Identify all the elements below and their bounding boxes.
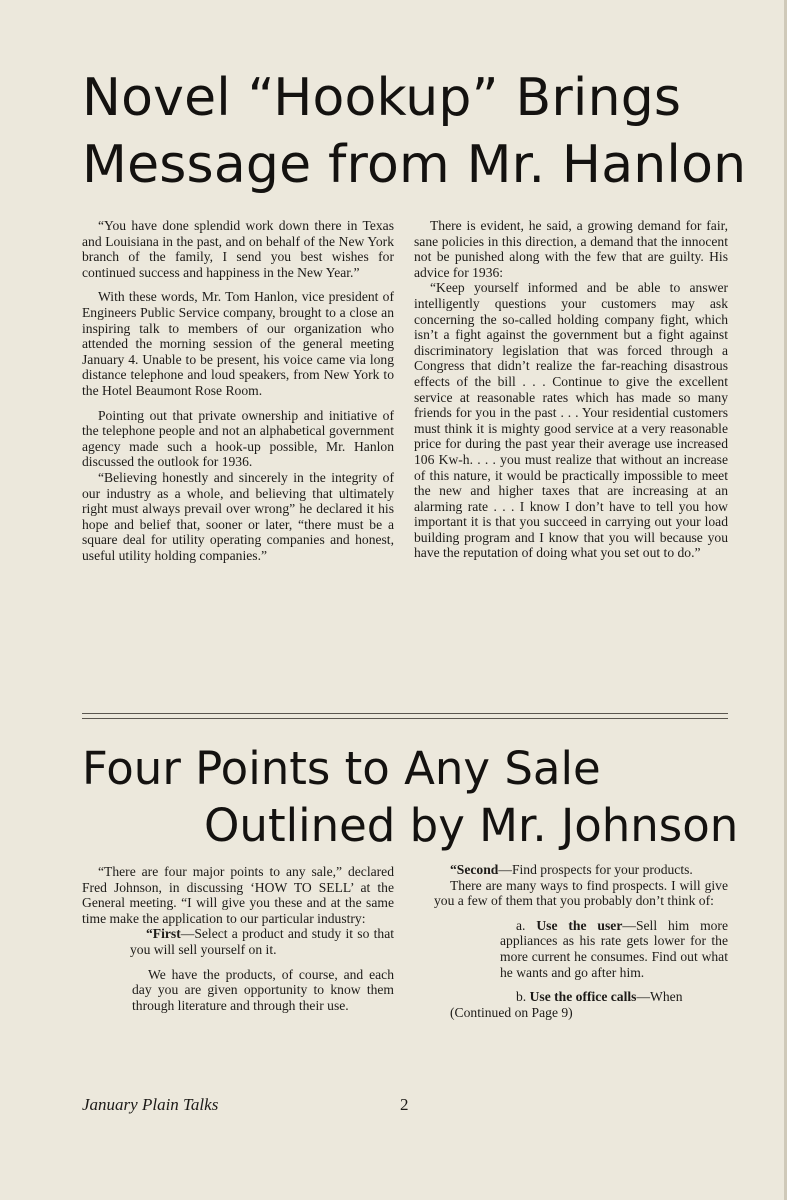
continued-note: (Continued on Page 9) [450, 1004, 573, 1020]
section-divider [82, 713, 728, 719]
point-second [434, 862, 728, 878]
article2-title-line2: Outlined by Mr. Johnson [204, 799, 739, 852]
subpoint-b [434, 989, 728, 1005]
subpoint-label: Use the office calls [529, 989, 637, 1005]
paragraph: “There are four major points to any sale,” declared Fred Johnson, in discussing ‘HOW TO SELL’ at the General meeting. “I will give you these and at the same time make the application to our particular industry: [82, 864, 394, 926]
paragraph: There are many ways to find prospects. I will give you a few of them that you probably don’t think of: [434, 877, 728, 909]
subpoint-text: —When [636, 989, 683, 1005]
subpoint-prefix: a. [516, 917, 526, 933]
point-text: —Find prospects for your products. [498, 862, 693, 877]
paragraph: Pointing out that private ownership and initiative of the telephone people and not an alphabetical government agency made such a hook-up possible, Mr. Hanlon discussed the outlook for 1936. [82, 407, 394, 470]
subpoint-prefix: b. [516, 989, 527, 1005]
article1-column-left [82, 218, 394, 563]
article2-column-right [434, 862, 728, 1020]
paragraph: With these words, Mr. Tom Hanlon, vice president of Engineers Public Service company, brought to a close an inspiring talk to members of our organization who attended the morning session of the general meeting January 4. Unable to be present, his voice came via long distance telephone and loud speakers, from New York to the Hotel Beaumont Rose Room. [82, 289, 394, 398]
point-first [82, 926, 394, 957]
article1-column-right [414, 218, 728, 561]
paragraph: “Believing honestly and sincerely in the integrity of our industry as a whole, and believing that ultimately right must always prevail over wrong” he declared it his hope and belief that, sooner or later, “there must be a square deal for utility operating companies and honest, useful utility holding companies.” [82, 469, 394, 563]
article1-title-line1: Novel “Hookup” Brings [82, 68, 682, 128]
subpoint-text: —Sell him more appliances as his rate gets lower for the more current he consumes. Find out what he wants and go after him. [500, 917, 728, 980]
paragraph: We have the products, of course, and each day you are given opportunity to know them through literature and through their use. [132, 966, 394, 1013]
page-number: 2 [400, 1095, 409, 1114]
paragraph: “You have done splendid work down there in Texas and Louisiana in the past, and on behalf of the New York branch of the family, I send you best wishes for continued success and happiness in the New Year.” [82, 218, 394, 280]
point-text: —Select a product and study it so that you will sell yourself on it. [130, 926, 394, 957]
article2-column-left [82, 864, 394, 1013]
article2-title-line1: Four Points to Any Sale [82, 742, 601, 795]
magazine-name: January Plain Talks [82, 1095, 219, 1114]
point-label: “First [146, 926, 181, 942]
point-label: “Second [450, 862, 499, 877]
paragraph: There is evident, he said, a growing demand for fair, sane policies in this direction, a demand that the innocent not be punished along with the few that are guilty. His advice for 1936: [414, 218, 728, 280]
subpoint-a [434, 918, 728, 980]
article1-title-line2: Message from Mr. Hanlon [82, 135, 747, 195]
subpoint-label: Use the user [536, 917, 623, 933]
paragraph: “Keep yourself informed and be able to answer intelligently questions your customers may ask concerning the so-called holding company fight, which isn’t a fight against the government but a fight against discriminatory legislation that was forced through a Congress that didn’t realize the far-reaching disastrous effects of the bill . . . Continue to give the excellent service at reasonable rates which has made so many friends for you in the past . . . Your residential customers must think it is mighty good service at a very reasonable price for during the past year their average use increased 106 Kw-h. . . . you must realize that without an increase of this nature, it would be practically impossible to meet the new and higher taxes that are increasing at an alarming rate . . . I know I don’t have to tell you how important it is that you succeed in carrying out your load building program and I know that you will because you have the reputation of doing what you set out to do.” [414, 280, 728, 561]
